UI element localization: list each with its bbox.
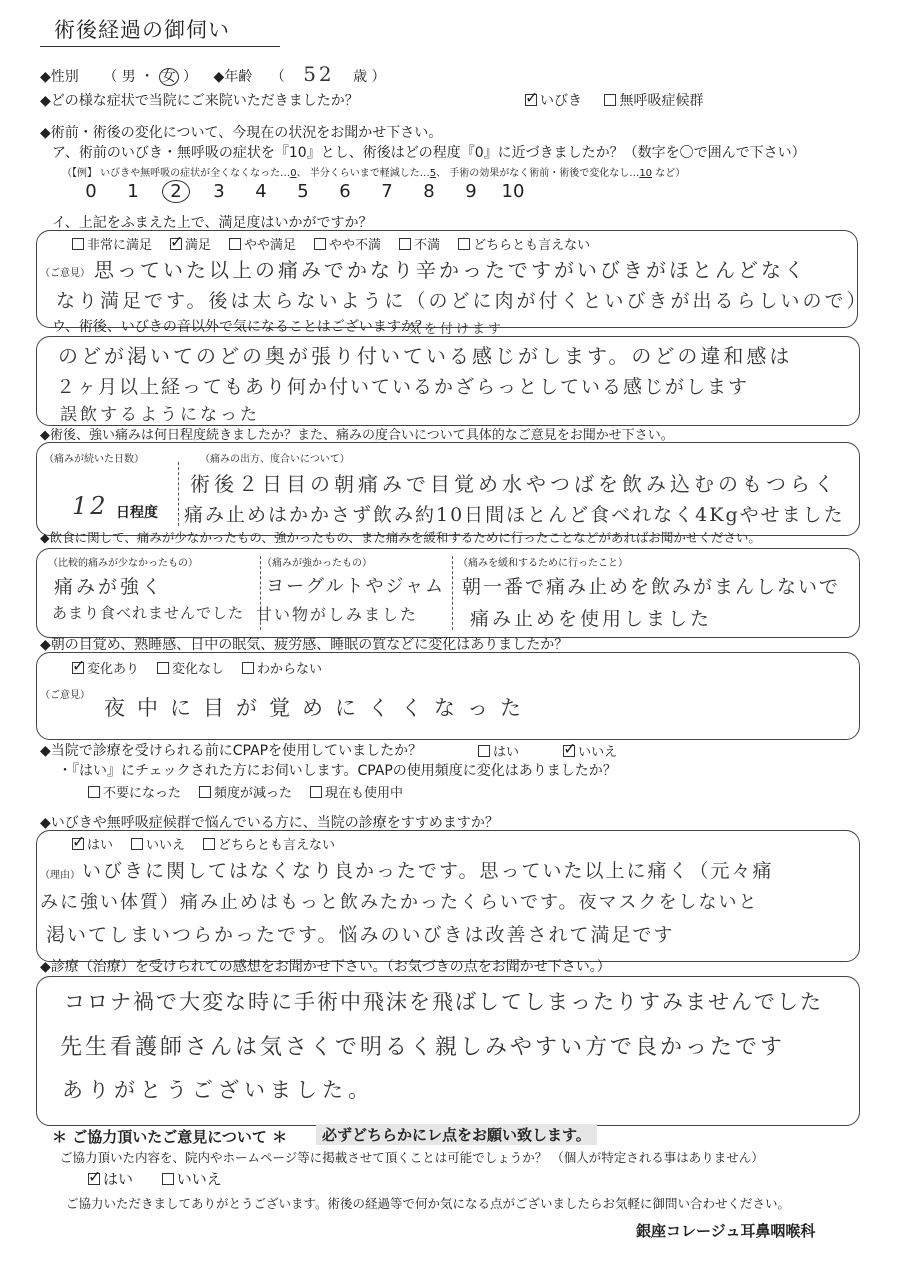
satisfaction-option-label: 満足 xyxy=(185,238,212,253)
food-low-label: （比較的痛みが少なかったもの） xyxy=(48,558,198,569)
checkbox-checked-icon[interactable] xyxy=(170,238,182,250)
checkbox-icon[interactable] xyxy=(310,786,322,798)
food-divider-2 xyxy=(452,556,453,630)
checkbox-icon[interactable] xyxy=(399,238,411,250)
example-zero: 0 xyxy=(290,168,297,179)
food-high-line1: ヨーグルトやジャム xyxy=(266,576,446,597)
cpap-sub-option-0[interactable] xyxy=(88,782,181,801)
age-close: ） xyxy=(371,69,386,85)
title-underline xyxy=(40,46,280,47)
pain-detail-line2: 痛み止めはかかさず飲み約10日間ほとんど食べれなく4Kgやせました xyxy=(184,504,845,526)
checkbox-icon[interactable] xyxy=(314,238,326,250)
recommend-line3: 渇いてしまいつらかったです。悩みのいびきは改善されて満足です xyxy=(46,924,675,946)
checkbox-checked-icon[interactable] xyxy=(563,745,575,757)
cpap-yes-label: はい xyxy=(493,745,520,760)
checkbox-icon[interactable] xyxy=(478,745,490,757)
sleep-comment-label: （ご意見） xyxy=(40,690,90,701)
recommend-option-0[interactable] xyxy=(72,834,113,853)
pain-days-value[interactable]: 12 xyxy=(72,492,109,520)
sleep-option-label: わからない xyxy=(257,662,323,677)
recommend-option-label: はい xyxy=(87,838,114,853)
example-five: 5 xyxy=(429,168,437,179)
checkbox-icon[interactable] xyxy=(203,838,215,850)
checkbox-icon[interactable] xyxy=(157,662,169,674)
q-food-text: ◆飲食に関して、痛みが少なかったもの、強かったもの、また痛みを緩和するために行ったことなどがあればお聞かせください。 xyxy=(40,530,761,545)
recommend-option-label: どちらとも言えない xyxy=(218,838,336,853)
cpap-options xyxy=(478,741,635,760)
publish-yes[interactable] xyxy=(88,1168,133,1189)
checkbox-icon[interactable] xyxy=(162,1173,174,1185)
recommend-option-label: いいえ xyxy=(146,838,186,853)
scale-option-8[interactable]: 8 xyxy=(423,181,435,202)
recommend-options xyxy=(72,834,353,853)
opt-apnea[interactable] xyxy=(604,90,703,110)
scale-option-4[interactable]: 4 xyxy=(255,181,267,202)
food-relief-line1: 朝一番で痛み止めを飲みがまんしないで xyxy=(462,576,841,598)
sleep-options xyxy=(72,658,340,677)
cpap-sub-text: ・『はい』にチェックされた方にお伺いします。CPAPの使用頻度に変化はありましたか？ xyxy=(58,763,617,779)
sleep-option-1[interactable] xyxy=(157,658,224,677)
cpap-sub-option-2[interactable] xyxy=(310,782,403,801)
q-other-text: ウ、術後、いびきの音以外で気になることはございますか？ xyxy=(52,319,429,335)
other-line2: ２ヶ月以上経ってもあり何か付いているかざらっとしている感じがします xyxy=(56,376,750,398)
scale-option-7[interactable]: 7 xyxy=(381,181,393,202)
satisfaction-comment-line2: なり満足です。後は太らないように（のどに肉が付くといびきが出るらしいので） xyxy=(56,290,869,312)
satisfaction-option-label: どちらとも言えない xyxy=(473,238,591,253)
q-satisfaction-text: イ、上記をふまえた上で、満足度はいかがですか？ xyxy=(52,215,373,231)
q-reason-options xyxy=(525,90,721,110)
checkbox-icon[interactable] xyxy=(229,238,241,250)
satisfaction-option-1[interactable] xyxy=(170,234,211,253)
satisfaction-option-label: 非常に満足 xyxy=(87,238,153,253)
cpap-sub-options xyxy=(88,782,421,801)
cpap-yes[interactable] xyxy=(478,741,519,760)
q-change-text: ◆術前・術後の変化について、今現在の状況をお聞かせ下さい。 xyxy=(40,125,443,141)
symptom-scale xyxy=(70,180,534,203)
q-recommend-text: ◆いびきや無呼吸症候群で悩んでいる方に、当院の診療をすすめますか？ xyxy=(40,815,499,831)
scale-option-9[interactable]: 9 xyxy=(465,181,477,202)
satisfaction-comment-line3: 気を付けます xyxy=(408,322,505,337)
q-change-example xyxy=(62,164,685,179)
example-prefix: （【例】 いびきや無呼吸の症状が全くなくなった… xyxy=(62,168,291,179)
satisfaction-option-2[interactable] xyxy=(229,234,296,253)
pain-detail-line1: 術後２日目の朝痛みで目覚め水やつばを飲み込むのもつらく xyxy=(190,472,838,496)
checkbox-icon[interactable] xyxy=(131,838,143,850)
satisfaction-option-4[interactable] xyxy=(399,234,440,253)
checkbox-icon[interactable] xyxy=(242,662,254,674)
recommend-reason-label: （理由） xyxy=(40,870,80,881)
pain-detail-label: （痛みの出方、度合いについて） xyxy=(200,454,350,465)
scale-option-1[interactable]: 1 xyxy=(127,181,139,202)
q-cpap-text: ◆当院で診療を受けられる前にCPAPを使用していましたか？ xyxy=(40,743,423,759)
publish-yes-label: はい xyxy=(103,1170,134,1188)
q-reason-text: ◆どの様な症状で当院にご来院いただきましたか？ xyxy=(40,93,359,109)
gender-label: ◆性別 xyxy=(40,69,79,85)
other-line1: のどが渇いてのどの奥が張り付いている感じがします。のどの違和感は xyxy=(58,344,793,368)
footer-note-right: 必ずどちらかにレ点をお願い致します。 xyxy=(316,1124,597,1145)
example-mid: 、 半分くらいまで軽減した… xyxy=(296,168,430,179)
satisfaction-option-5[interactable] xyxy=(458,234,590,253)
food-low-line1: 痛みが強く xyxy=(54,576,165,598)
publish-no[interactable] xyxy=(162,1168,222,1189)
cpap-sub-option-label: 頻度が減った xyxy=(214,786,293,801)
example-end: 、 手術の効果がなく術前・術後で変化なし… xyxy=(436,168,640,179)
satisfaction-option-0[interactable] xyxy=(72,234,152,253)
scale-option-10[interactable]: 10 xyxy=(501,181,525,202)
food-relief-label: （痛みを緩和するために行ったこと） xyxy=(458,558,628,569)
cpap-no-label: いいえ xyxy=(578,745,618,760)
opt-apnea-label: 無呼吸症候群 xyxy=(619,93,704,109)
cpap-no[interactable] xyxy=(563,741,617,760)
food-relief-line2: 痛み止めを使用しました xyxy=(470,608,713,630)
checkbox-icon[interactable] xyxy=(604,94,616,106)
footer-thanks: ご協力いただきましてありがとうございます。術後の経過等で何か気になる点がございましたらお気軽に御問い合わせください。 xyxy=(66,1196,791,1211)
q-change-a: ア、術前のいびき・無呼吸の症状を『10』とし、術後はどの程度『0』に近づきましたか？（数字を〇で囲んで下さい） xyxy=(52,145,806,161)
impression-line2: 先生看護師さんは気さくで明るく親しみやすい方で良かったです xyxy=(60,1035,786,1060)
pain-divider xyxy=(178,462,179,526)
checkbox-checked-icon[interactable] xyxy=(72,838,84,850)
page-title: 術後経過の御伺い xyxy=(54,18,230,42)
footer-question: ご協力頂いた内容を、院内やホームページ等に掲載させて頂くことは可能でしょうか？ （個人が特定される事はありません） xyxy=(60,1150,764,1165)
sleep-option-0[interactable] xyxy=(72,658,139,677)
recommend-line1: いびきに関してはなくなり良かったです。思っていた以上に痛く（元々痛 xyxy=(82,860,774,882)
cpap-sub-option-1[interactable] xyxy=(199,782,292,801)
impression-line1: コロナ禍で大変な時に手術中飛沫を飛ばしてしまったりすみませんでした xyxy=(64,990,823,1014)
gender-open: （ xyxy=(103,69,118,85)
cpap-sub-option-label: 現在も使用中 xyxy=(325,786,404,801)
age-value[interactable]: 52 xyxy=(303,62,335,86)
q-impression-text: ◆診療（治療）を受けられての感想をお聞かせ下さい。（お気づきの点をお聞かせ下さい。） xyxy=(40,959,611,975)
pain-days-unit: 日程度 xyxy=(116,505,158,521)
sleep-option-label: 変化なし xyxy=(172,662,225,677)
scale-option-3[interactable]: 3 xyxy=(213,181,225,202)
footer-note-left: ＊ ご協力頂いたご意見について ＊ xyxy=(52,1128,288,1146)
recommend-line2: みに強い体質）痛み止めはもっと飲みたかったくらいです。夜マスクをしないと xyxy=(40,892,759,913)
food-high-label: （痛みが強かったもの） xyxy=(262,558,372,569)
age-unit: 歳 xyxy=(353,69,368,85)
checkbox-icon[interactable] xyxy=(72,238,84,250)
recommend-option-1[interactable] xyxy=(131,834,185,853)
sleep-option-2[interactable] xyxy=(242,658,322,677)
recommend-option-2[interactable] xyxy=(203,834,335,853)
checkbox-checked-icon[interactable] xyxy=(525,94,537,106)
checkbox-checked-icon[interactable] xyxy=(88,1173,100,1185)
footer-options xyxy=(88,1168,240,1189)
gender-close: ） xyxy=(183,69,198,85)
sleep-comment: 夜中に目が覚めにくくなった xyxy=(104,696,533,720)
gender-dot: ・ xyxy=(140,69,155,85)
opt-ibiki[interactable] xyxy=(525,90,582,110)
age-label: ◆年齢 xyxy=(213,69,253,85)
q-pain-text: ◆術後、強い痛みは何日程度続きましたか？また、痛みの度合いについて具体的なご意見をお聞かせ下さい。 xyxy=(40,428,674,443)
opt-ibiki-label: いびき xyxy=(540,93,582,109)
q-sleep-text: ◆朝の目覚め、熟睡感、日中の眠気、疲労感、睡眠の質などに変化はありましたか？ xyxy=(40,637,569,653)
example-close: など） xyxy=(652,168,686,179)
satisfaction-option-label: やや不満 xyxy=(329,238,382,253)
scale-option-0[interactable]: 0 xyxy=(85,181,97,202)
gender-female-circled[interactable]: 女 xyxy=(159,68,179,86)
scale-option-6[interactable]: 6 xyxy=(339,181,351,202)
cpap-sub-option-label: 不要になった xyxy=(103,786,182,801)
age-open: （ xyxy=(270,69,285,85)
food-high-line2: 甘い物がしみました xyxy=(256,605,419,624)
checkbox-icon[interactable] xyxy=(458,238,470,250)
satisfaction-options xyxy=(72,234,608,253)
publish-no-label: いいえ xyxy=(176,1170,222,1188)
satisfaction-option-label: 不満 xyxy=(414,238,441,253)
example-ten: 10 xyxy=(639,168,653,179)
pain-days-label: （痛みが続いた日数） xyxy=(44,454,144,465)
sleep-option-label: 変化あり xyxy=(87,662,140,677)
other-line3: 誤飲するようになった xyxy=(60,405,260,425)
satisfaction-option-label: やや満足 xyxy=(244,238,297,253)
checkbox-icon[interactable] xyxy=(88,786,100,798)
satisfaction-option-3[interactable] xyxy=(314,234,381,253)
gender-male[interactable]: 男 xyxy=(121,69,136,85)
food-low-line2: あまり食べれませんでした xyxy=(52,604,245,622)
satisfaction-comment-label: （ご意見） xyxy=(40,268,90,279)
gender-row xyxy=(40,62,386,86)
checkbox-icon[interactable] xyxy=(199,786,211,798)
impression-line3: ありがとうございました。 xyxy=(62,1078,374,1102)
satisfaction-comment-line1: 思っていた以上の痛みでかなり辛かったですがいびきがほとんどなく xyxy=(94,258,807,282)
scale-option-2[interactable]: 2 xyxy=(162,180,190,203)
clinic-name: 銀座コレージュ耳鼻咽喉科 xyxy=(636,1222,816,1240)
checkbox-checked-icon[interactable] xyxy=(72,662,84,674)
scale-option-5[interactable]: 5 xyxy=(297,181,309,202)
